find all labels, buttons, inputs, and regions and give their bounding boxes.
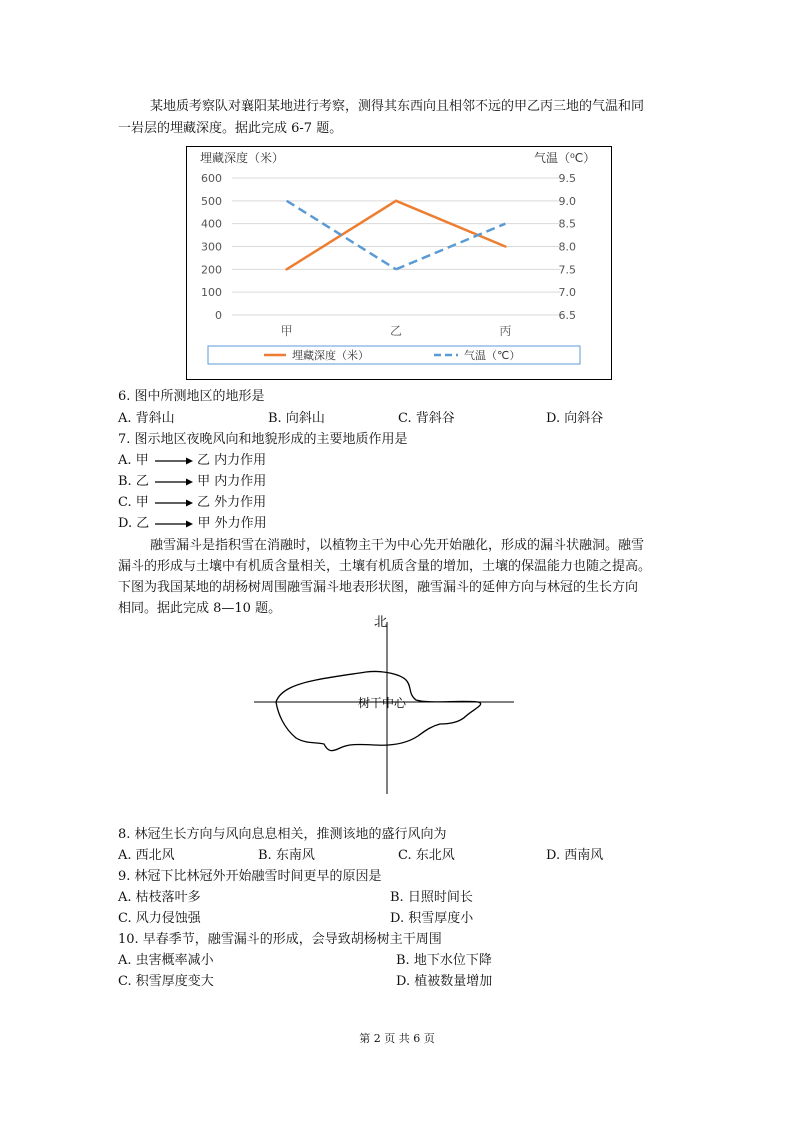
q8-option-a: A. 西北风 xyxy=(118,848,175,863)
y-left-tick: 300 xyxy=(201,240,222,254)
q7-d-to: 甲 外力作用 xyxy=(197,516,267,531)
q6-stem: 6. 图中所测地区的地形是 xyxy=(118,389,265,404)
q10-option-a: A. 虫害概率减小 xyxy=(118,953,214,968)
q9-option-b: B. 日照时间长 xyxy=(390,890,473,905)
y-left-tick: 400 xyxy=(201,217,222,231)
y-right-tick: 7.0 xyxy=(558,286,576,300)
q10-option-b: B. 地下水位下降 xyxy=(396,953,492,968)
intro-2-line-2: 漏斗的形成与土壤中有机质含量相关，土壤有机质含量的增加，土壤的保温能力也随之提高。 xyxy=(118,559,652,574)
arrow-icon xyxy=(153,477,193,487)
intro-2-line-3: 下图为我国某地的胡杨树周围融雪漏斗地表形状图，融雪漏斗的延伸方向与林冠的生长方向 xyxy=(118,580,639,595)
y-right-tick: 8.5 xyxy=(558,217,576,231)
q7-a-to: 乙 内力作用 xyxy=(196,453,267,468)
y-left-tick: 600 xyxy=(201,172,222,185)
arrow-icon xyxy=(153,498,193,508)
q7-option-b xyxy=(118,471,266,492)
q7-c-to: 乙 外力作用 xyxy=(197,495,267,510)
funnel-outline xyxy=(276,671,481,750)
q7-a-from: A. 甲 xyxy=(118,453,149,468)
q10-option-d: D. 植被数量增加 xyxy=(396,974,493,989)
q8-option-c: C. 东北风 xyxy=(398,848,455,863)
x-category-label: 丙 xyxy=(499,324,512,338)
legend-depth-label: 埋藏深度（米） xyxy=(292,349,369,362)
y-left-tick: 200 xyxy=(201,263,222,277)
arrow-icon xyxy=(153,519,193,529)
north-label: 北 xyxy=(374,615,388,630)
y-right-label: 气温（⁰C） xyxy=(534,151,596,165)
q9-option-d: D. 积雪厚度小 xyxy=(390,911,474,926)
y-right-tick: 8.0 xyxy=(558,240,576,254)
q7-option-c xyxy=(118,492,266,513)
q8-option-b: B. 东南风 xyxy=(258,848,315,863)
trunk-center-label: 树干中心 xyxy=(358,696,407,710)
q8-option-d: D. 西南风 xyxy=(546,848,604,863)
q6-option-d: D. 向斜谷 xyxy=(546,411,604,426)
y-left-tick: 0 xyxy=(215,309,222,322)
q9-stem: 9. 林冠下比林冠外开始融雪时间更早的原因是 xyxy=(118,869,382,884)
q7-stem: 7. 图示地区夜晚风向和地貌形成的主要地质作用是 xyxy=(118,432,408,447)
q10-stem: 10. 早春季节，融雪漏斗的形成，会导致胡杨树主干周围 xyxy=(118,932,442,947)
q6-option-b: B. 向斜山 xyxy=(268,411,325,426)
q8-stem: 8. 林冠生长方向与风向息息相关，推测该地的盛行风向为 xyxy=(118,827,447,842)
y-left-label: 埋藏深度（米） xyxy=(200,151,285,165)
line-chart xyxy=(186,146,612,380)
y-right-tick: 6.5 xyxy=(558,309,576,322)
legend-temp-label: 气温（℃） xyxy=(464,349,521,362)
arrow-icon xyxy=(153,456,193,466)
q6-option-a: A. 背斜山 xyxy=(118,411,175,426)
y-right-tick: 9.0 xyxy=(558,194,576,208)
legend-box xyxy=(208,346,580,364)
intro-2-line-4: 相同。据此完成 8—10 题。 xyxy=(118,601,282,616)
intro-1-line-2: 一岩层的埋藏深度。据此完成 6-7 题。 xyxy=(118,121,343,136)
q7-c-from: C. 甲 xyxy=(118,495,149,510)
intro-1-line-1: 某地质考察队对襄阳某地进行考察，测得其东西向且相邻不远的甲乙丙三地的气温和同 xyxy=(150,99,645,114)
funnel-sketch xyxy=(250,614,520,798)
y-left-tick: 500 xyxy=(201,194,222,208)
y-right-tick: 7.5 xyxy=(558,263,576,277)
q6-option-c: C. 背斜谷 xyxy=(398,411,455,426)
q7-d-from: D. 乙 xyxy=(118,516,150,531)
q7-b-to: 甲 内力作用 xyxy=(197,474,267,489)
x-category-label: 乙 xyxy=(389,324,403,338)
y-left-tick: 100 xyxy=(201,286,222,300)
x-category-label: 甲 xyxy=(280,324,293,338)
page-footer: 第 2 页 共 6 页 xyxy=(359,1032,435,1045)
q9-option-a: A. 枯枝落叶多 xyxy=(118,890,201,905)
q7-option-a xyxy=(118,450,266,471)
q7-b-from: B. 乙 xyxy=(118,474,149,489)
intro-2-line-1: 融雪漏斗是指积雪在消融时，以植物主干为中心先开始融化，形成的漏斗状融洞。融雪 xyxy=(150,538,645,553)
y-right-tick: 9.5 xyxy=(558,172,576,185)
q9-option-c: C. 风力侵蚀强 xyxy=(118,911,201,926)
q7-option-d xyxy=(118,513,267,534)
q10-option-c: C. 积雪厚度变大 xyxy=(118,974,214,989)
